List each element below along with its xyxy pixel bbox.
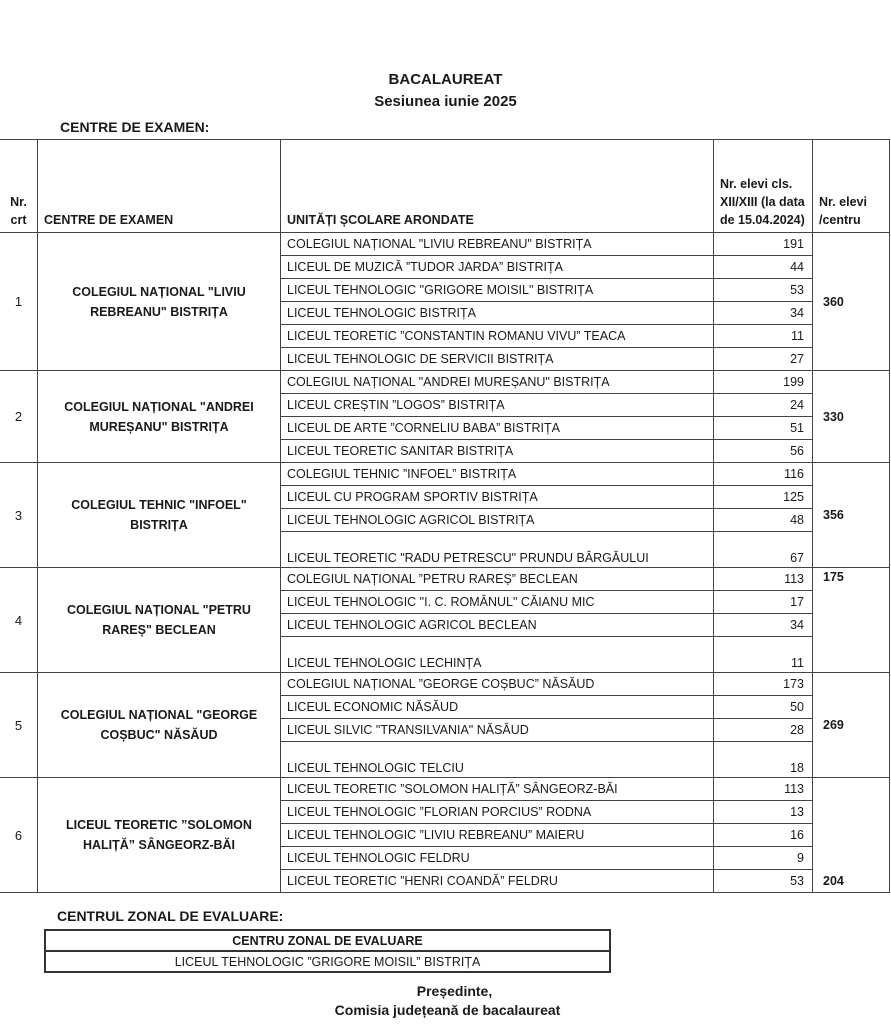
student-count: 67 [714, 532, 813, 568]
zonal-center-value: LICEUL TEHNOLOGIC ”GRIGORE MOISIL” BISTRIȚA [45, 951, 610, 972]
center-total: 269 [813, 673, 890, 778]
document-title: BACALAUREAT [388, 71, 503, 88]
school-name: LICEUL TEHNOLOGIC ”FLORIAN PORCIUS” RODNA [281, 801, 714, 824]
center-total: 175 [813, 568, 890, 673]
school-name: LICEUL TEORETIC ”CONSTANTIN ROMANU VIVU” TEACA [281, 325, 714, 348]
school-name: LICEUL TEHNOLOGIC FELDRU [281, 847, 714, 870]
school-name: LICEUL TEHNOLOGIC TELCIU [281, 742, 714, 778]
signature-title: Președinte, [416, 983, 493, 999]
student-count: 50 [714, 696, 813, 719]
student-count: 113 [714, 778, 813, 801]
document-subtitle: Sesiunea iunie 2025 [374, 93, 517, 110]
row-number: 2 [0, 371, 38, 463]
column-header-nr: Nr. crt [0, 140, 38, 233]
school-name: LICEUL DE ARTE ”CORNELIU BABA” BISTRIȚA [281, 417, 714, 440]
school-name: LICEUL TEORETIC SANITAR BISTRIȚA [281, 440, 714, 463]
student-count: 16 [714, 824, 813, 847]
exam-center-name: COLEGIUL NAȚIONAL "PETRU RAREȘ" BECLEAN [38, 568, 281, 673]
school-name: LICEUL TEHNOLOGIC DE SERVICII BISTRIȚA [281, 348, 714, 371]
school-name: COLEGIUL NAȚIONAL ”GEORGE COȘBUC” NĂSĂUD [281, 673, 714, 696]
school-name: LICEUL TEORETIC ”SOLOMON HALIȚĂ” SÂNGEORZ-BĂI [281, 778, 714, 801]
student-count: 34 [714, 302, 813, 325]
exam-center-name: COLEGIUL NAȚIONAL "GEORGE COȘBUC" NĂSĂUD [38, 673, 281, 778]
student-count: 191 [714, 233, 813, 256]
school-name: LICEUL SILVIC "TRANSILVANIA" NĂSĂUD [281, 719, 714, 742]
table-body [0, 233, 890, 893]
table-row [0, 673, 890, 696]
school-name: LICEUL TEORETIC ”HENRI COANDĂ” FELDRU [281, 870, 714, 893]
student-count: 53 [714, 870, 813, 893]
exam-center-name: COLEGIUL NAȚIONAL "LIVIU REBREANU" BISTRIȚA [38, 233, 281, 371]
column-header-total: Nr. elevi /centru [813, 140, 890, 233]
exam-center-name: LICEUL TEORETIC ”SOLOMON HALIȚĂ” SÂNGEORZ-BĂI [38, 778, 281, 893]
school-name: LICEUL ECONOMIC NĂSĂUD [281, 696, 714, 719]
zonal-center-label: CENTRUL ZONAL DE EVALUARE: [57, 908, 284, 924]
school-name: COLEGIUL NAȚIONAL "ANDREI MUREȘANU" BISTRIȚA [281, 371, 714, 394]
column-header-center: CENTRE DE EXAMEN [38, 140, 281, 233]
school-name: LICEUL DE MUZICĂ ”TUDOR JARDA” BISTRIȚA [281, 256, 714, 279]
row-number: 3 [0, 463, 38, 568]
signature-commission: Comisia județeană de bacalaureat [334, 1002, 561, 1018]
student-count: 173 [714, 673, 813, 696]
student-count: 17 [714, 591, 813, 614]
table-row [0, 233, 890, 256]
student-count: 11 [714, 325, 813, 348]
student-count: 27 [714, 348, 813, 371]
school-name: LICEUL TEHNOLOGIC LECHINȚA [281, 637, 714, 673]
school-name: COLEGIUL NAȚIONAL ”PETRU RAREȘ” BECLEAN [281, 568, 714, 591]
student-count: 116 [714, 463, 813, 486]
student-count: 11 [714, 637, 813, 673]
table-header-row [0, 140, 890, 233]
student-count: 9 [714, 847, 813, 870]
exam-center-name: COLEGIUL NAȚIONAL "ANDREI MUREȘANU" BISTRIȚA [38, 371, 281, 463]
table-row [0, 371, 890, 394]
center-total: 356 [813, 463, 890, 568]
student-count: 48 [714, 509, 813, 532]
school-name: LICEUL CREȘTIN ”LOGOS” BISTRIȚA [281, 394, 714, 417]
exam-center-name: COLEGIUL TEHNIC "INFOEL" BISTRIȚA [38, 463, 281, 568]
zonal-center-table [44, 929, 611, 973]
column-header-count: Nr. elevi cls. XII/XIII (la data de 15.04.2024) [714, 140, 813, 233]
table-row [0, 568, 890, 591]
student-count: 28 [714, 719, 813, 742]
student-count: 113 [714, 568, 813, 591]
school-name: LICEUL TEHNOLOGIC BISTRIȚA [281, 302, 714, 325]
exam-centers-table [0, 139, 890, 893]
center-total: 360 [813, 233, 890, 371]
school-name: LICEUL TEHNOLOGIC "I. C. ROMÂNUL" CĂIANU MIC [281, 591, 714, 614]
school-name: LICEUL CU PROGRAM SPORTIV BISTRIȚA [281, 486, 714, 509]
student-count: 125 [714, 486, 813, 509]
student-count: 56 [714, 440, 813, 463]
table-row [0, 463, 890, 486]
student-count: 51 [714, 417, 813, 440]
column-header-schools: UNITĂȚI ȘCOLARE ARONDATE [281, 140, 714, 233]
student-count: 18 [714, 742, 813, 778]
student-count: 199 [714, 371, 813, 394]
student-count: 24 [714, 394, 813, 417]
exam-centers-label: CENTRE DE EXAMEN: [60, 119, 210, 135]
zonal-center-header: CENTRU ZONAL DE EVALUARE [45, 930, 610, 951]
school-name: LICEUL TEORETIC "RADU PETRESCU" PRUNDU BÂRGĂULUI [281, 532, 714, 568]
row-number: 4 [0, 568, 38, 673]
center-total: 204 [813, 778, 890, 893]
table-row [0, 778, 890, 801]
school-name: LICEUL TEHNOLOGIC "GRIGORE MOISIL" BISTRIȚA [281, 279, 714, 302]
student-count: 53 [714, 279, 813, 302]
row-number: 6 [0, 778, 38, 893]
school-name: LICEUL TEHNOLOGIC AGRICOL BECLEAN [281, 614, 714, 637]
student-count: 13 [714, 801, 813, 824]
student-count: 34 [714, 614, 813, 637]
student-count: 44 [714, 256, 813, 279]
school-name: COLEGIUL NAȚIONAL "LIVIU REBREANU" BISTRIȚA [281, 233, 714, 256]
school-name: LICEUL TEHNOLOGIC AGRICOL BISTRIȚA [281, 509, 714, 532]
row-number: 1 [0, 233, 38, 371]
center-total: 330 [813, 371, 890, 463]
row-number: 5 [0, 673, 38, 778]
school-name: COLEGIUL TEHNIC ”INFOEL” BISTRIȚA [281, 463, 714, 486]
school-name: LICEUL TEHNOLOGIC ”LIVIU REBREANU” MAIERU [281, 824, 714, 847]
